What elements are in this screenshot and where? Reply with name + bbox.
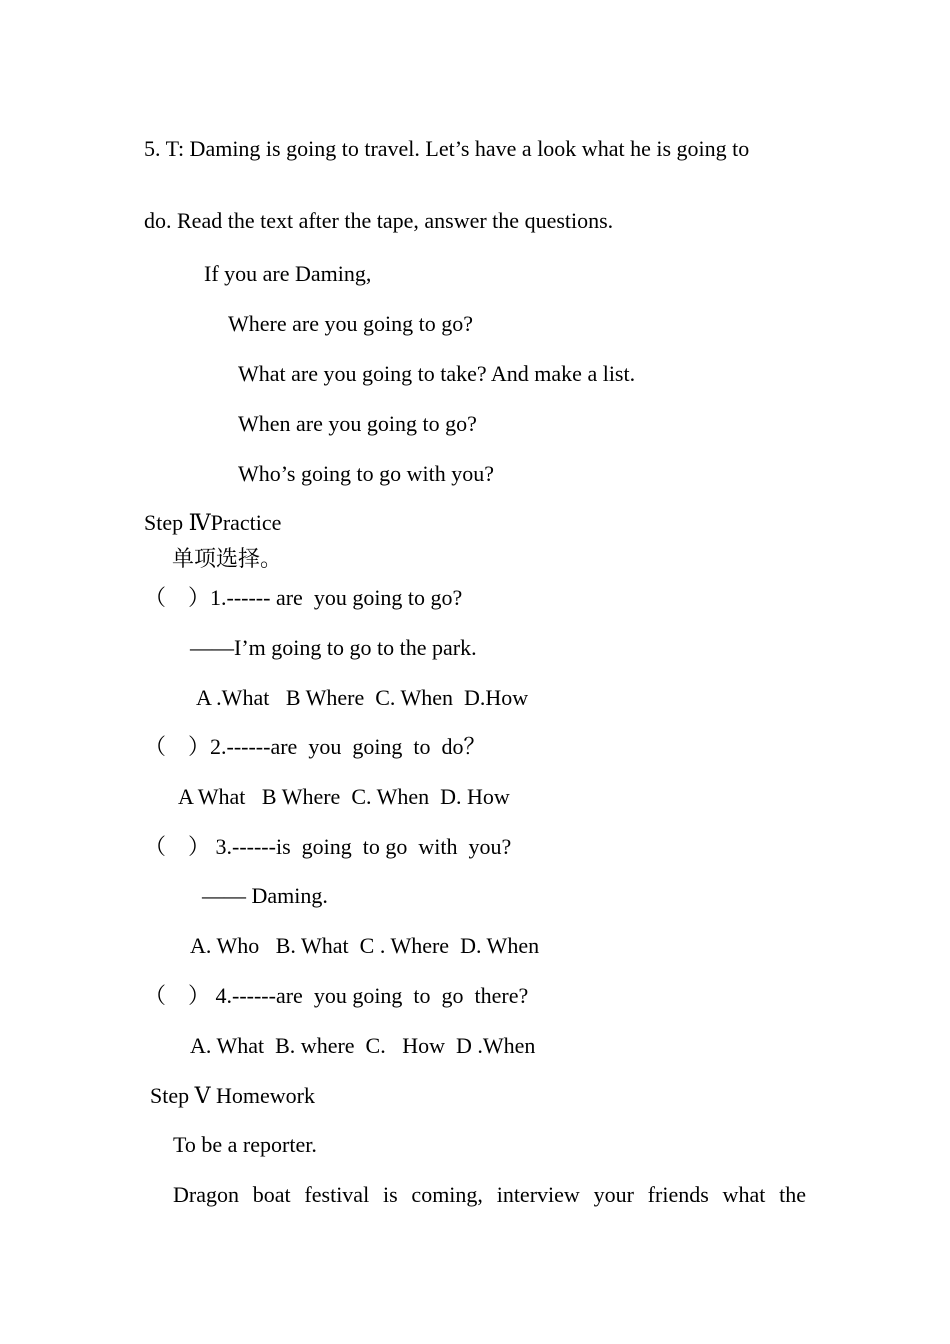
- intro-line-1: 5. T: Daming is going to travel. Let’s have a look what he is going to: [144, 136, 750, 161]
- intro-line-2: do. Read the text after the tape, answer the questions.: [144, 208, 614, 233]
- item-2-options: A What B Where C. When D. How: [178, 784, 510, 809]
- item-1-answer: ——I’m going to go to the park.: [190, 635, 477, 660]
- item-3-question: （ ） 3.------is going to go with you?: [144, 834, 512, 859]
- step5-heading: Step Ⅴ Homework: [150, 1083, 315, 1108]
- item-1-question: （ ）1.------ are you going to go?: [144, 585, 463, 610]
- item-2-question: （ ）2.------are you going to do？: [144, 734, 486, 759]
- item-3-answer: —— Daming.: [202, 883, 328, 908]
- item-4-options: A. What B. where C. How D .When: [190, 1033, 536, 1058]
- item-1-options: A .What B Where C. When D.How: [196, 685, 529, 710]
- step4-subheading: 单项选择。: [172, 546, 283, 571]
- item-4-question: （ ） 4.------are you going to go there?: [144, 983, 529, 1008]
- item-3-options: A. Who B. What C . Where D. When: [190, 933, 540, 958]
- homework-task: To be a reporter.: [173, 1132, 317, 1157]
- step4-heading: Step ⅣPractice: [144, 510, 282, 535]
- question-where: Where are you going to go?: [228, 311, 473, 336]
- question-what: What are you going to take? And make a list.: [238, 361, 636, 386]
- question-who: Who’s going to go with you?: [238, 461, 495, 486]
- question-when: When are you going to go?: [238, 411, 477, 436]
- homework-detail: Dragon boat festival is coming, interview your friends what the: [173, 1182, 806, 1207]
- question-lead: If you are Daming,: [204, 261, 372, 286]
